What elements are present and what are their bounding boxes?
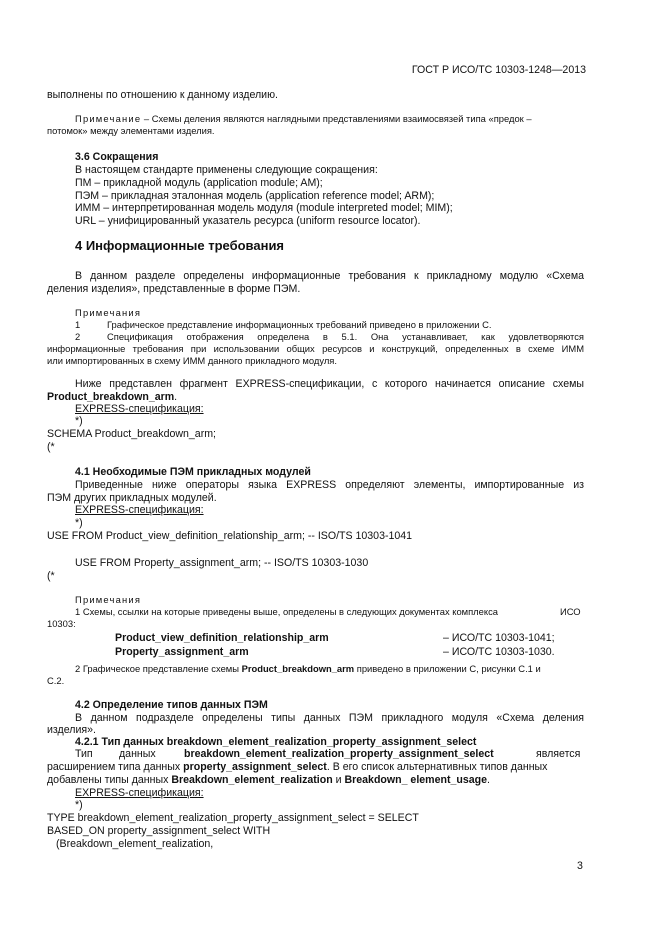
note-text: информационные требования при использовании общих ресурсов и конструкций, определенных в схеме ИММ [47, 343, 584, 354]
note-line-2: потомок» между элементами изделия. [47, 125, 215, 136]
type-name: property_assignment_select [183, 761, 327, 773]
section-4-title: 4 Информационные требования [75, 238, 285, 253]
note-label: Примечание [75, 113, 142, 124]
note-text: ИСО [560, 606, 581, 617]
text-part: . В его список альтернативных типов данных [326, 761, 548, 773]
paragraph-word: Тип [75, 748, 93, 760]
paragraph-word: является [536, 748, 581, 760]
code-line: SCHEMA Product_breakdown_arm; [47, 428, 216, 440]
section-4-2-1-title: 4.2.1 Тип данных breakdown_element_realization_property_assignment_select [75, 736, 477, 748]
code-open: *) [75, 517, 83, 529]
note-text-part: приведено в приложении С, рисунки С.1 и [354, 663, 541, 674]
schema-reference-doc: – ИСО/ТС 10303-1030. [443, 646, 555, 658]
code-line: USE FROM Product_view_definition_relationship_arm; -- ISO/TS 10303-1041 [47, 530, 413, 542]
notes-label: Примечания [75, 594, 142, 605]
notes-label: Примечания [75, 307, 142, 318]
paragraph-line [47, 761, 547, 774]
schema-reference-doc: – ИСО/ТС 10303-1041; [443, 632, 555, 644]
schema-reference-name: Property_assignment_arm [115, 646, 249, 658]
punctuation: . [174, 391, 178, 403]
type-name: Breakdown_element_realization [171, 774, 333, 786]
abbrev-item: ПМ – прикладной модуль (application module; AM); [75, 177, 323, 189]
page-number: 3 [577, 860, 583, 872]
express-intro: Ниже представлен фрагмент EXPRESS-спецификации, с которого начинается описание схемы [75, 378, 584, 390]
schema-name: Product_breakdown_arm [241, 663, 355, 674]
section-4-2-paragraph-1: В данном подразделе определены типы данных ПЭМ прикладного модуля «Схема деления [75, 712, 584, 724]
section-4-paragraph-1: В данном разделе определены информационные требования к прикладному модулю «Схема [75, 270, 584, 282]
intro-line: выполнены по отношению к данному изделию. [47, 89, 278, 101]
text-part: и [332, 774, 345, 786]
note-text [75, 663, 541, 675]
note-text: 1 Схемы, ссылки на которые приведены выше, определены в следующих документах комплекса [75, 606, 498, 617]
text-part: расширением типа данных [47, 761, 184, 773]
section-4-2-title: 4.2 Определение типов данных ПЭМ [75, 699, 268, 711]
section-4-1-title: 4.1 Необходимые ПЭМ прикладных модулей [75, 466, 311, 478]
note-text: или импортированных в схему ИММ данного прикладного модуля. [47, 355, 337, 366]
paragraph-line [47, 774, 490, 787]
note-text: С.2. [47, 675, 65, 686]
note-number: 1 [75, 319, 81, 330]
code-line: (Breakdown_element_realization, [56, 838, 214, 850]
code-open: *) [75, 415, 83, 427]
express-label: EXPRESS-спецификация: [75, 403, 204, 415]
code-close: (* [47, 570, 55, 582]
express-label: EXPRESS-спецификация: [75, 504, 204, 516]
note-text: – Схемы деления являются наглядными представлениями взаимосвязей типа «предок – [143, 113, 532, 124]
note-text: Графическое представление информационных требований приведено в приложении С. [107, 319, 492, 330]
type-name: breakdown_element_realization_property_assignment_select [184, 748, 494, 760]
note-block [75, 113, 532, 125]
note-text: 10303: [47, 618, 76, 629]
schema-reference-name: Product_view_definition_relationship_arm [115, 632, 329, 644]
abbrev-item: ПЭМ – прикладная эталонная модель (application reference model; ARM); [75, 190, 435, 202]
code-open: *) [75, 799, 83, 811]
section-4-2-paragraph-2: изделия». [47, 724, 96, 736]
code-close: (* [47, 441, 55, 453]
type-name: Breakdown_ element_usage [344, 774, 487, 786]
section-4-paragraph-2: деления изделия», представленные в форме ПЭМ. [47, 283, 301, 295]
note-text-part: 2 Графическое представление схемы [75, 663, 242, 674]
text-part: . [486, 774, 490, 786]
page-header: ГОСТ Р ИСО/ТС 10303-1248—2013 [411, 64, 586, 76]
code-line: USE FROM Property_assignment_arm; -- ISO/TS 10303-1030 [75, 557, 369, 569]
paragraph-word: данных [119, 748, 156, 760]
code-line: BASED_ON property_assignment_select WITH [47, 825, 271, 837]
section-3-6-title: 3.6 Сокращения [75, 151, 159, 163]
section-4-1-paragraph-1: Приведенные ниже операторы языка EXPRESS определяют элементы, импортированные из [75, 479, 584, 491]
code-line: TYPE breakdown_element_realization_property_assignment_select = SELECT [47, 812, 419, 824]
text-part: добавлены типы данных [47, 774, 172, 786]
note-text: Спецификация отображения определена в 5.1. Она устанавливает, как удовлетворяются [107, 331, 584, 342]
section-3-6-intro: В настоящем стандарте применены следующие сокращения: [75, 164, 378, 176]
express-label: EXPRESS-спецификация: [75, 787, 204, 799]
schema-name: Product_breakdown_arm [47, 391, 175, 403]
abbrev-item: URL – унифицированный указатель ресурса (uniform resource locator). [75, 215, 421, 227]
note-number: 2 [75, 331, 81, 342]
section-4-1-paragraph-2: ПЭМ других прикладных модулей. [47, 492, 217, 504]
abbrev-item: ИММ – интерпретированная модель модуля (module interpreted model; MIM); [75, 202, 453, 214]
